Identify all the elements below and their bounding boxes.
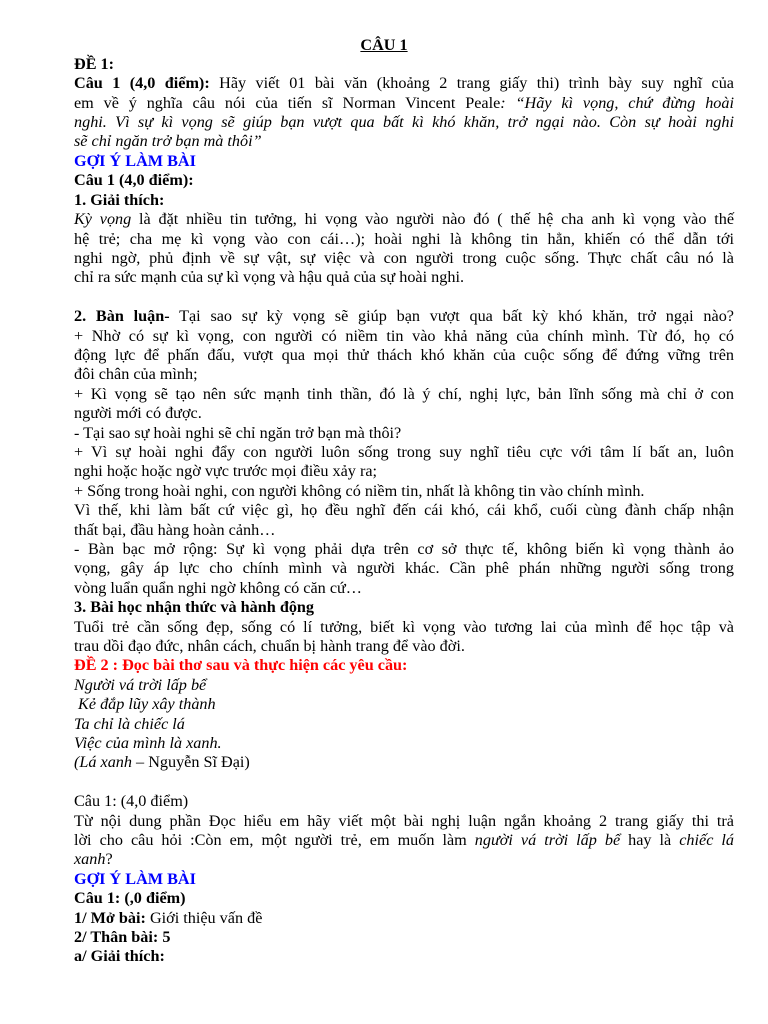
section-2-line: + Sống trong hoài nghi, con người không có niềm tin, nhất là không tin vào chính mình. <box>74 482 645 500</box>
question-text: hay là <box>620 831 680 849</box>
body-heading: 2/ Thân bài: 5 <box>74 928 171 946</box>
question-emphasis: chiếc lá <box>679 831 734 849</box>
quote-line: sẽ chỉ ngăn trở bạn mà thôi” <box>74 132 262 150</box>
section-2-heading: 2. Bàn luận- <box>74 307 170 325</box>
question-line <box>74 850 734 869</box>
quote-text: : “Hãy kì vọng, chứ đừng hoài <box>500 94 734 112</box>
poem-author: – Nguyễn Sĩ Đại) <box>132 753 250 771</box>
quote-line: nghi. Vì sự kì vọng sẽ giúp bạn vượt qua bất kì khó khăn, trở ngại nào. Còn sự hoài nghi <box>74 113 734 131</box>
poem-line: Người vá trời lấp bể <box>74 676 207 694</box>
section-2-line: đôi chân của mình; <box>74 365 198 383</box>
explanation-heading: a/ Giải thích: <box>74 947 165 965</box>
section-2-line: Vì thế, khi làm bất cứ việc gì, họ đều nghĩ đến cái khó, cái khổ, cuối cùng đành chấp nhận <box>74 501 734 519</box>
question-text: ? <box>105 850 113 868</box>
definition-text: là đặt nhiều tin tưởng, hi vọng vào người nào đó ( thế hệ cha anh kì vọng vào thế <box>131 210 735 228</box>
question-line: Từ nội dung phần Đọc hiểu em hãy viết một bài nghị luận ngắn khoảng 2 trang giấy thi trả <box>74 812 734 830</box>
question-line <box>74 831 734 850</box>
section-2-line: + Vì sự hoài nghi đẩy con người luôn sống trong suy nghĩ tiêu cực với tâm lí bất an, luôn <box>74 443 734 461</box>
poem-line: Việc của mình là xanh. <box>74 734 222 752</box>
section-1-heading: 1. Giải thích: <box>74 191 165 209</box>
section-1-line: chỉ ra sức mạnh của sự kì vọng và hậu quả của sự hoài nghi. <box>74 268 464 286</box>
section-2-line: - Bàn bạc mở rộng: Sự kì vọng phải dựa trên cơ sở thực tế, không biến kì vọng thành ảo <box>74 540 734 558</box>
poem-source <box>74 753 734 772</box>
exam-1-heading: ĐỀ 1: <box>74 55 115 73</box>
question-emphasis: xanh <box>74 850 106 868</box>
question-1-line <box>74 74 734 93</box>
section-2-line: người mới có được. <box>74 404 202 422</box>
section-3-heading: 3. Bài học nhận thức và hành động <box>74 598 315 616</box>
question-emphasis: người vá trời lấp bể <box>474 831 621 849</box>
poem-title: (Lá xanh <box>74 753 132 771</box>
section-3-line: trau dồi đạo đức, nhân cách, chuẩn bị hành trang để vào đời. <box>74 637 465 655</box>
hint-question: Câu 1: (,0 điểm) <box>74 889 186 907</box>
section-1-line <box>74 210 734 229</box>
discussion-question: - Tại sao sự hoài nghi sẽ chỉ ngăn trở bạn mà thôi? <box>74 424 402 442</box>
section-2-line: vọng, gây áp lực cho chính mình và người khác. Cần phê phán những người sống trong <box>74 559 734 577</box>
question-text: lời cho câu hỏi :Còn em, một người trẻ, em muốn làm <box>74 831 475 849</box>
poem-line: Ta chỉ là chiếc lá <box>74 715 185 733</box>
intro-line <box>74 909 734 928</box>
hint-heading: GỢI Ý LÀM BÀI <box>74 870 196 888</box>
section-3-line: Tuổi trẻ cần sống đẹp, sống có lí tưởng, biết kì vọng vào tương lai của mình để học tập và <box>74 618 734 636</box>
question-label: Câu 1 (4,0 điểm): <box>74 74 210 92</box>
hint-heading: GỢI Ý LÀM BÀI <box>74 152 196 170</box>
section-2-line: vòng luẩn quẩn nghi ngờ không có căn cứ… <box>74 579 362 597</box>
section-1-line: nghi ngờ, phủ định về sự vật, sự việc và con người trong cuộc sống. Thực chất câu nó là <box>74 249 734 267</box>
hint-question: Câu 1 (4,0 điểm): <box>74 171 194 189</box>
section-1-line: hệ trẻ; cha mẹ kì vọng vào con cái…); hoài nghi là không tin hẳn, khiến có thể dẫn tới <box>74 230 734 248</box>
intro-label: 1/ Mở bài: <box>74 909 146 927</box>
question-line <box>74 94 734 113</box>
intro-text: Giới thiệu vấn đề <box>145 909 263 927</box>
section-2-line: nghi hoặc hoặc ngờ vực trước mọi điều xảy ra; <box>74 462 378 480</box>
question-text: Hãy viết 01 bài văn (khoảng 2 trang giấy thi) trình bày suy nghĩ của <box>209 74 734 92</box>
question-text: em về ý nghĩa câu nói của tiến sĩ Norman Vincent Peale <box>74 94 501 112</box>
page-title: CÂU 1 <box>360 36 408 54</box>
section-2-line: + Nhờ có sự kì vọng, con người có niềm tin vào khả năng của chính mình. Từ đó, họ có <box>74 327 734 345</box>
exam-2-question: Câu 1: (4,0 điểm) <box>74 792 189 810</box>
section-2-line: + Kì vọng sẽ tạo nên sức mạnh tinh thần, đó là ý chí, nghị lực, bản lĩnh sống mà chỉ ở con <box>74 385 734 403</box>
poem-line: Kẻ đắp lũy xây thành <box>74 695 216 713</box>
discussion-question: Tại sao sự kỳ vọng sẽ giúp bạn vượt qua bất kỳ khó khăn, trở ngại nào? <box>169 307 734 325</box>
section-2-line <box>74 307 734 326</box>
section-2-line: động lực để phấn đấu, vượt qua mọi thử thách khó khăn của cuộc sống để đứng vững trên <box>74 346 734 364</box>
exam-2-heading: ĐỀ 2 : Đọc bài thơ sau và thực hiện các yêu cầu: <box>74 656 408 674</box>
term: Kỳ vọng <box>74 210 132 228</box>
section-2-line: thất bại, đầu hàng hoàn cảnh… <box>74 521 276 539</box>
